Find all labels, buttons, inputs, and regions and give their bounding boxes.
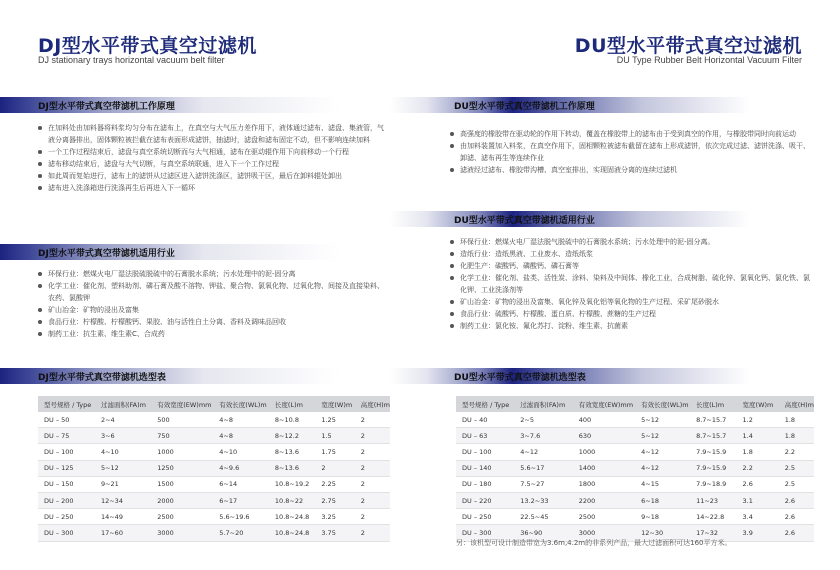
list-item: 化肥生产：碳酸钙、磷酸钙、磷石膏等 <box>450 260 812 272</box>
du-title: DU型水平带式真空过滤机 <box>574 35 802 57</box>
bullet-icon <box>450 324 454 328</box>
list-item: 化学工业：催化剂、塑料助剂、磷石膏及酸不溶物、钾盐、聚合物、氯氧化物、过氧化物、间接及直接染料、农药、氯酸钾 <box>38 280 390 304</box>
table-row: DU – 180 7.5~27 1800 4~15 7.9~18.9 2.6 2.5 <box>456 476 814 492</box>
table-row: DU – 150 9~21 1500 6~14 10.8~19.2 2.25 2 <box>38 476 390 492</box>
table-row: DU – 250 14~49 2500 5.6~19.6 10.8~24.8 3.25 2 <box>38 509 390 525</box>
du-industry-list <box>450 236 812 332</box>
dj-spec-table <box>38 396 390 542</box>
list-item: 矿山冶金：矿物的浸出及富集 <box>38 304 390 316</box>
list-item: 滤液经过滤布、橡胶带沟槽、真空室排出，实现固液分离的连续过滤机 <box>450 164 812 176</box>
table-header-row <box>38 396 390 412</box>
dj-title: DJ型水平带式真空过滤机 <box>38 35 257 57</box>
bullet-icon <box>38 272 42 276</box>
list-item: 滤布进入洗涤箱进行洗涤再生后再进入下一循环 <box>38 182 390 194</box>
list-item: 造纸行业：造纸黑液、工业废水、造纸纸浆 <box>450 248 812 260</box>
list-item: 滤布移动结束后，滤盘与大气切断，与真空系统联通，进入下一个工作过程 <box>38 158 390 170</box>
column-header: 型号规格 / Type <box>38 396 95 412</box>
column-header: 宽度(W)m <box>737 396 779 412</box>
table-header-row <box>456 396 814 412</box>
list-item: 环保行业：燃煤火电厂湿法脱硫脱硫中的石膏脱水系统；污水处理中的泥-固分离 <box>38 268 390 280</box>
bullet-icon <box>450 144 454 148</box>
table-row: DU – 200 12~34 2000 6~17 10.8~22 2.75 2 <box>38 492 390 508</box>
list-item: 如此周而复始进行，滤布上的滤饼从过滤区进入滤饼洗涤区，滤饼吸干区，最后在卸料辊处卸出 <box>38 170 390 182</box>
table-row: DU – 100 4~12 1000 4~12 7.9~15.9 1.8 2.2 <box>456 444 814 460</box>
bullet-icon <box>450 168 454 172</box>
table-row: DU – 140 5.6~17 1400 4~12 7.9~15.9 2.2 2.5 <box>456 460 814 476</box>
bullet-icon <box>38 150 42 154</box>
table-row: DU – 220 13.2~33 2200 6~18 11~23 3.1 2.6 <box>456 492 814 508</box>
column-header: 过滤面积(FA)m <box>514 396 572 412</box>
table-row: DU – 300 36~90 3000 12~30 17~32 3.9 2.6 <box>456 525 814 541</box>
column-header: 高度(H)m <box>355 396 390 412</box>
column-header: 长度(L)m <box>690 396 736 412</box>
bullet-icon <box>38 308 42 312</box>
column-header: 有效宽度(EW)mm <box>151 396 213 412</box>
bullet-icon <box>450 240 454 244</box>
table-row: DU – 100 4~10 1000 4~10 8~13.6 1.75 2 <box>38 444 390 460</box>
du-principle-heading: DU型水平带式真空带滤机工作原理 <box>454 102 595 112</box>
bullet-icon <box>38 186 42 190</box>
du-principle-header <box>420 97 840 113</box>
bullet-icon <box>38 162 42 166</box>
bullet-icon <box>38 320 42 324</box>
bullet-icon <box>450 132 454 136</box>
bullet-icon <box>450 312 454 316</box>
dj-industry-heading: DJ型水平带式真空带滤机适用行业 <box>38 249 175 259</box>
dj-principle-heading: DJ型水平带式真空带滤机工作原理 <box>38 102 175 112</box>
list-item: 高强度的橡胶带在驱动轮的作用下转动，覆盖在橡胶带上的滤布由于受到真空的作用，与橡胶带同时向前运动 <box>450 128 812 140</box>
table-row: DU – 125 5~12 1250 4~9.6 8~13.6 2 2 <box>38 460 390 476</box>
column-header: 长度(L)m <box>269 396 315 412</box>
du-spec-table <box>456 396 814 542</box>
list-item: 在加料处由加料器将料浆均匀分布在滤布上，在真空与大气压力差作用下，液体通过滤布、滤盘、集液管，气液分离器排出，固体颗粒被拦截在滤布表面形成滤饼，抽滤时，滤盘和滤布固定不动，但不影响连续加料 <box>38 122 390 146</box>
bullet-icon <box>38 174 42 178</box>
du-table-header <box>420 368 840 384</box>
bullet-icon <box>38 332 42 336</box>
du-subtitle: DU Type Rubber Belt Horizontal Vacuum Filter <box>616 55 802 65</box>
dj-principle-list <box>38 122 390 194</box>
column-header: 高度(H)m <box>779 396 814 412</box>
table-row: DU – 75 3~6 750 4~8 8~12.2 1.5 2 <box>38 428 390 444</box>
table-row: DU – 63 3~7.6 630 5~12 8.7~15.7 1.4 1.8 <box>456 428 814 444</box>
column-header: 型号规格 / Type <box>456 396 514 412</box>
du-table-heading: DU型水平带式真空带滤机选型表 <box>454 373 586 383</box>
du-page <box>420 0 840 570</box>
bullet-icon <box>450 264 454 268</box>
du-industry-header <box>420 211 840 227</box>
du-principle-list <box>450 128 812 176</box>
du-table-note: 另：该机型可设计制造带宽为3.6m,4.2m的非系列产品，最大过滤面积可达160平方米。 <box>456 539 732 547</box>
list-item: 食品行业：硫酸钙、柠檬酸、蛋白质、柠檬酸、蔗糖的生产过程 <box>450 308 812 320</box>
bullet-icon <box>38 284 42 288</box>
list-item: 化学工业：催化剂、盐类、活性炭、涂料、染料及中间体、橡化工业，合成树脂、硫化锌、氯氧化钙、氯化铁、氯化钾、工业洗涤剂等 <box>450 272 812 296</box>
column-header: 有效宽度(EW)mm <box>573 396 635 412</box>
table-row: DU – 40 2~5 400 5~12 8.7~15.7 1.2 1.8 <box>456 412 814 428</box>
list-item: 由加料装置加入料浆，在真空作用下，固相颗粒被滤布截留在滤布上形成滤饼，依次完成过滤、滤饼洗涤、吸干、卸滤、滤布再生等连续作业 <box>450 140 812 164</box>
bullet-icon <box>450 300 454 304</box>
du-industry-heading: DU型水平带式真空带滤机适用行业 <box>454 216 595 226</box>
table-row: DU – 50 2~4 500 4~8 8~10.8 1.25 2 <box>38 412 390 428</box>
dj-industry-list <box>38 268 390 340</box>
column-header: 有效长度(WL)m <box>213 396 269 412</box>
table-row: DU – 250 22.5~45 2500 9~18 14~22.8 3.4 2.6 <box>456 509 814 525</box>
dj-subtitle: DJ stationary trays horizontal vacuum belt filter <box>38 55 225 65</box>
column-header: 宽度(W)m <box>315 396 354 412</box>
bullet-icon <box>38 126 42 130</box>
dj-industry-header <box>0 244 420 260</box>
list-item: 一个工作过程结束后，滤盘与真空系统切断而与大气相通，滤布在驱动辊作用下向前移动一个行程 <box>38 146 390 158</box>
list-item: 矿山冶金：矿物的浸出及富集、氧化锌及氧化铝等氧化物的生产过程、采矿尾砂脱水 <box>450 296 812 308</box>
dj-table-heading: DJ型水平带式真空带滤机选型表 <box>38 373 166 383</box>
dj-table-header <box>0 368 420 384</box>
bullet-icon <box>450 252 454 256</box>
list-item: 制药工业：抗生素、维生素C、合成药 <box>38 328 390 340</box>
list-item: 环保行业：燃煤火电厂湿法脱气脱硫中的石膏脱水系统；污水处理中的泥-固分离。 <box>450 236 812 248</box>
column-header: 过滤面积(FA)m <box>95 396 151 412</box>
column-header: 有效长度(WL)m <box>635 396 690 412</box>
list-item: 食品行业：柠檬酸、柠檬酸钙、果胶、油与活性白土分离、香料及调味品回收 <box>38 316 390 328</box>
bullet-icon <box>450 276 454 280</box>
dj-principle-header <box>0 97 420 113</box>
list-item: 制药工业：氯化铵、氟化苏打、淀粉、维生素、抗菌素 <box>450 320 812 332</box>
table-row: DU – 300 17~60 3000 5.7~20 10.8~24.8 3.75 2 <box>38 525 390 541</box>
